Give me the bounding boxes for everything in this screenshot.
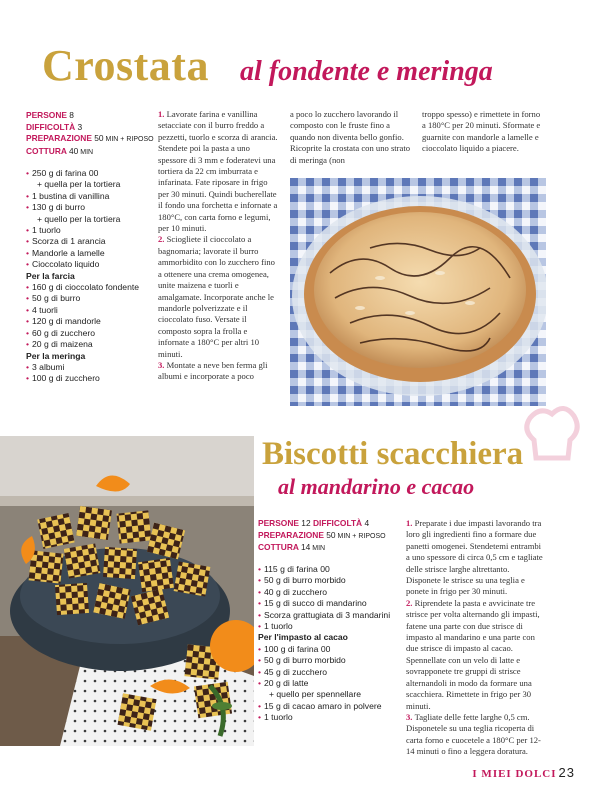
ingredient-item: + quello per la tortiera	[37, 213, 121, 224]
meta-value: 40	[68, 145, 79, 156]
ingredient-item: • 160 g di cioccolato fondente	[26, 282, 156, 293]
recipe1-ingredients	[26, 168, 156, 385]
recipe2-title: Biscotti scacchiera	[262, 436, 524, 472]
recipe1-meta	[26, 110, 166, 158]
chef-hat-icon	[520, 400, 584, 470]
ingredient-item: • 1 tuorlo	[26, 225, 156, 236]
recipe2-steps	[406, 518, 546, 758]
recipe2-meta	[258, 518, 408, 555]
meta-line	[26, 110, 166, 122]
step-text: Sciogliete il cioccolato a bagnomaria; lavorate il burro ammorbidito con lo zucchero fino a ottenere una crema omogenea, unite maizena e tuorli e amalgamate. Incorporate anche le mandorle polverizzate e il cioccolato fuso. Versate il composto sopra la frolla e infornate a 180°C per altri 10 minuti.	[158, 234, 275, 359]
meta-key: PERSONE	[26, 110, 70, 120]
ingredient-item: • 20 g di latte	[258, 678, 403, 689]
meta-key: PREPARAZIONE	[26, 133, 95, 143]
ingredient-item: • 3 albumi	[26, 362, 156, 373]
recipe-step	[406, 518, 546, 598]
ingredient-item: • Scorza grattugiata di 3 mandarini	[258, 610, 403, 621]
ingredient-item: + quello per spennellare	[269, 689, 361, 700]
recipe1-title: Crostata	[42, 41, 209, 90]
recipe1-steps-col3: troppo spesso) e rimettete in forno a 180°C per 20 minuti. Sformate e guarnite con mandorle a lamelle e cioccolato liquido a piacere.	[422, 109, 541, 154]
recipe1-steps-col2: a poco lo zucchero lavorando il composto con le fruste fino a quando non diventa bello gonfio. Ricoprite la crostata con uno strato di meringa (non	[290, 109, 411, 165]
step-number: 3.	[158, 359, 167, 370]
ingredient-item: • 100 g di zucchero	[26, 373, 156, 384]
ingredient-item: • 100 g di farina 00	[258, 644, 403, 655]
meta-key: DIFFICOLTÀ	[26, 121, 78, 132]
meta-key: DIFFICOLTÀ	[312, 518, 365, 528]
ingredient-item: • 15 g di cacao amaro in polvere	[258, 701, 403, 712]
ingredient-item: • 1 bustina di vanillina	[26, 191, 156, 202]
ingredient-item: • Scorza di 1 arancia	[26, 236, 156, 247]
step-number: 3.	[406, 711, 415, 722]
ingredient-heading: Per la farcia	[26, 270, 75, 281]
ingredient-item: • 130 g di burro	[26, 202, 156, 213]
ingredient-item: • Cioccolato liquido	[26, 259, 156, 270]
ingredient-heading: Per la meringa	[26, 350, 86, 361]
step-text: Montate a neve ben ferma gli albumi e incorporate a poco	[158, 359, 268, 382]
meta-line	[26, 122, 166, 134]
meta-line	[258, 518, 408, 530]
ingredient-item: • 115 g di farina 00	[258, 564, 403, 575]
magazine-name: I MIEI DOLCI	[472, 768, 557, 780]
recipe-step	[158, 109, 280, 234]
meta-value: 50	[94, 133, 104, 143]
recipe-step	[158, 360, 280, 383]
page-number: 23	[558, 765, 575, 780]
tart-photo	[290, 178, 546, 406]
meta-key: PERSONE	[258, 518, 302, 528]
step-number: 1.	[406, 518, 415, 528]
meta-value: 3	[77, 121, 83, 132]
recipe2-ingredients	[258, 564, 403, 724]
meta-value: 50	[326, 529, 336, 540]
meta-line	[26, 146, 166, 159]
recipe-step	[158, 234, 280, 359]
ingredient-item: • 20 g di maizena	[26, 339, 156, 350]
meta-unit: MIN	[78, 148, 94, 156]
meta-key: COTTURA	[258, 542, 301, 552]
step-number: 1.	[158, 109, 167, 119]
meta-unit: MIN	[310, 545, 326, 552]
recipe-step	[406, 598, 546, 712]
ingredient-item: • 120 g di mandorle	[26, 316, 156, 327]
step-text: Riprendete la pasta e avvicinate tre strisce per volta alternando gli impasti, fatene una parte con due strisce di impasto al mandarino e una parte con due strisce di impasto al cacao. Spennellate con un velo di latte e sovrapponete tre gruppi di strisce alternandoli in modo da formare una scacchiera. Rimettete in frigo per 30 minuti.	[406, 597, 540, 711]
ingredient-item: • 45 g di zucchero	[258, 667, 403, 678]
step-number: 2.	[406, 597, 415, 608]
ingredient-item: • 60 g di zucchero	[26, 328, 156, 339]
ingredient-item: + quella per la tortiera	[37, 179, 121, 190]
step-text: Tagliate delle fette larghe 0,5 cm. Disponetele su una teglia ricoperta di carta forno e cuocetele a 180°C per 12-14 minuti o fino a leggera doratura.	[406, 711, 541, 757]
ingredient-item: • 50 g di burro morbido	[258, 655, 403, 666]
meta-key: PREPARAZIONE	[258, 529, 327, 540]
recipe1-steps-col1	[158, 109, 280, 383]
meta-unit: MIN + RIPOSO	[335, 532, 386, 540]
ingredient-heading: Per l'impasto al cacao	[258, 632, 348, 643]
meta-unit: MIN + RIPOSO	[103, 136, 154, 143]
meta-value: 12	[301, 518, 311, 528]
ingredient-item: • 1 tuorlo	[258, 712, 403, 723]
cookies-photo	[0, 436, 254, 746]
ingredient-item: • 50 g di burro morbido	[258, 575, 403, 586]
ingredient-item: • 1 tuorlo	[258, 621, 403, 632]
meta-line	[258, 542, 408, 555]
meta-value: 4	[364, 518, 370, 528]
meta-line	[258, 530, 408, 543]
ingredient-item: • 250 g di farina 00	[26, 168, 156, 179]
recipe2-subtitle: al mandarino e cacao	[278, 474, 475, 499]
step-text: Preparate i due impasti lavorando tra loro gli ingredienti fino a formare due panetti omogenei. Stendetemi entrambi a uno spessore di circa 0,5 cm e tagliate delle strisce larghe altrettanto. Disponete le strisce su una teglia e ponete in frigo per 30 minuti.	[406, 518, 543, 597]
meta-value: 8	[69, 110, 74, 120]
step-text: Lavorate farina e vanillina setacciate con il burro freddo a pezzetti, tuorlo e scorza di arancia. Stendete poi la pasta a uno spessore di 3 mm e foderatevi una tortiera da 22 cm imburrata e infarinata. Fate riposare in frigo per 30 minuti. Quindi bucherellate il fondo una forchetta e infornate a 180°C, con carta forno e legumi, per 10 minuti.	[158, 109, 278, 234]
ingredient-item: • 15 g di succo di mandarino	[258, 598, 403, 609]
ingredient-item: • Mandorle a lamelle	[26, 248, 156, 259]
ingredient-item: • 4 tuorli	[26, 305, 156, 316]
ingredient-item: • 40 g di zucchero	[258, 587, 403, 598]
recipe1-subtitle: al fondente e meringa	[240, 56, 493, 87]
meta-key: COTTURA	[26, 145, 69, 156]
meta-line	[26, 133, 166, 146]
meta-value: 14	[300, 542, 311, 552]
recipe-step	[406, 712, 546, 758]
ingredient-item: • 50 g di burro	[26, 293, 156, 304]
page-footer	[472, 765, 575, 780]
step-number: 2.	[158, 234, 167, 245]
